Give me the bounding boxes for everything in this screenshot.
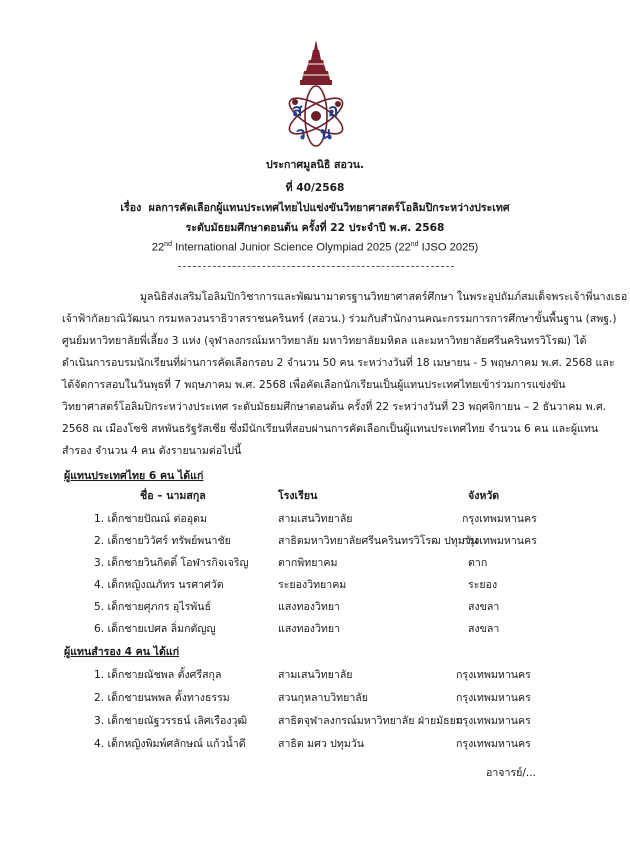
representative-school: แสงทองวิทยา bbox=[278, 601, 341, 613]
representative-name: 6. เด็กชายเปศล ลิ่มกตัญญู bbox=[94, 623, 216, 635]
column-header-province: จังหวัด bbox=[468, 490, 500, 502]
representative-province: ระยอง bbox=[468, 579, 498, 591]
representative-school: แสงทองวิทยา bbox=[278, 623, 341, 635]
column-header-name: ชื่อ – นามสกุล bbox=[140, 490, 206, 502]
alternate-name: 3. เด็กชายณัฐวรรธน์ เลิศเรืองวุฒิ bbox=[94, 715, 248, 727]
paragraph-line: สำรอง จำนวน 4 คน ดังรายนามต่อไปนี้ bbox=[62, 445, 242, 457]
logo-letter: น bbox=[320, 124, 332, 144]
announcement-number: ที่ 40/2568 bbox=[285, 182, 345, 194]
alternate-province: กรุงเทพมหานคร bbox=[456, 715, 531, 727]
representative-province: กรุงเทพมหานคร bbox=[462, 535, 537, 547]
representative-school: ตากพิทยาคม bbox=[278, 557, 338, 569]
alternate-school: สาธิต มศว ปทุมวัน bbox=[278, 738, 365, 750]
representatives-heading: ผู้แทนประเทศไทย 6 คน ได้แก่ bbox=[64, 470, 204, 482]
alternate-province: กรุงเทพมหานคร bbox=[456, 669, 531, 681]
alternate-name: 2. เด็กชายนพพล ตั้งทางธรรม bbox=[94, 692, 230, 704]
alternate-school: สามเสนวิทยาลัย bbox=[278, 669, 353, 681]
logo-letters bbox=[292, 101, 338, 144]
alternate-school: สาธิตจุฬาลงกรณ์มหาวิทยาลัย ฝ่ายมัธยม bbox=[278, 715, 463, 727]
representative-province: กรุงเทพมหานคร bbox=[462, 513, 537, 525]
representative-province: สงขลา bbox=[468, 623, 500, 635]
separator-line bbox=[178, 266, 454, 267]
alternate-province: กรุงเทพมหานคร bbox=[456, 738, 531, 750]
paragraph-line: มูลนิธิส่งเสริมโอลิมปิกวิชาการและพัฒนามาตรฐานวิทยาศาสตร์ศึกษา ในพระอุปถัมภ์สมเด็จพระเจ้าพี่นางเธอ bbox=[140, 291, 628, 303]
representative-province: ตาก bbox=[468, 557, 488, 569]
representative-school: ระยองวิทยาคม bbox=[278, 579, 347, 591]
representative-name: 2. เด็กชายวิวัศร์ ทรัพย์พนาชัย bbox=[94, 535, 231, 547]
alternate-name: 4. เด็กหญิงพิมพ์ศลักษณ์ แก้วน้ำดี bbox=[94, 738, 246, 750]
representative-school: สามเสนวิทยาลัย bbox=[278, 513, 353, 525]
representative-province: สงขลา bbox=[468, 601, 500, 613]
english-title: 22nd International Junior Science Olympiad 2025 (22nd IJSO 2025) bbox=[151, 241, 479, 254]
representative-name: 5. เด็กชายศุภกร อุไรพันธ์ bbox=[94, 601, 211, 613]
logo-letter: ส bbox=[292, 101, 303, 121]
paragraph-line: วิทยาศาสตร์โอลิมปิกระหว่างประเทศ ระดับมัธยมศึกษาตอนต้น ครั้งที่ 22 ระหว่างวันที่ 23 พฤศจิกายน – 2 ธันวาคม พ.ศ. bbox=[62, 401, 607, 413]
subject-label: เรื่อง bbox=[120, 202, 142, 214]
alternate-school: สวนกุหลาบวิทยาลัย bbox=[278, 692, 369, 704]
representative-name: 4. เด็กหญิงณภัทร นรศาศวัต bbox=[94, 579, 224, 591]
alternate-name: 1. เด็กชายณัชพล ตั้งศรีสกุล bbox=[94, 669, 222, 681]
paragraph-line: 2568 ณ เมืองโซชิ สหพันธรัฐรัสเซีย ซึ่งมีนักเรียนที่สอบผ่านการคัดเลือกเป็นผู้แทนประเทศไทย จำนวน 6 คน และผู้แทน bbox=[62, 423, 599, 435]
continuation-text: อาจารย์/... bbox=[486, 767, 537, 779]
subject-line-1 bbox=[0, 199, 630, 216]
representative-name: 3. เด็กชายวินกิตติ์ โอฬารกิจเจริญ bbox=[94, 557, 249, 569]
logo-letter: ว bbox=[296, 124, 306, 144]
posn-logo bbox=[280, 38, 352, 150]
crown-icon bbox=[300, 40, 332, 85]
subject-text: ผลการคัดเลือกผู้แทนประเทศไทยไปแข่งขันวิทยาศาสตร์โอลิมปิกระหว่างประเทศ bbox=[148, 202, 510, 214]
column-header-school: โรงเรียน bbox=[278, 490, 318, 502]
paragraph-line: เจ้าฟ้ากัลยาณิวัฒนา กรมหลวงนราธิวาสราชนครินทร์ (สอวน.) ร่วมกับสำนักงานคณะกรรมการการศึกษาขั้นพื้นฐาน (สพฐ.) bbox=[62, 313, 617, 325]
paragraph-line: ดำเนินการอบรมนักเรียนที่ผ่านการคัดเลือกรอบ 2 จำนวน 50 คน ระหว่างวันที่ 18 เมษายน - 5 พฤษภาคม พ.ศ. 2568 และ bbox=[62, 357, 615, 369]
representative-school: สาธิตมหาวิทยาลัยศรีนครินทรวิโรฒ ปทุมวัน bbox=[278, 535, 478, 547]
organization-title: ประกาศมูลนิธิ สอวน. bbox=[265, 159, 365, 171]
alternates-heading: ผู้แทนสำรอง 4 คน ได้แก่ bbox=[64, 646, 180, 658]
representative-name: 1. เด็กชายปัณณ์ ต่ออุดม bbox=[94, 513, 207, 525]
alternate-province: กรุงเทพมหานคร bbox=[456, 692, 531, 704]
subject-line-2: ระดับมัธยมศึกษาตอนต้น ครั้งที่ 22 ประจำปี พ.ศ. 2568 bbox=[185, 222, 445, 234]
paragraph-line: ได้จัดการสอบในวันพุธที่ 7 พฤษภาคม พ.ศ. 2568 เพื่อคัดเลือกนักเรียนเป็นผู้แทนประเทศไทยเข้าร่วมการแข่งขัน bbox=[62, 379, 566, 391]
logo-letter: อ bbox=[328, 101, 339, 121]
paragraph-line: ศูนย์มหาวิทยาลัยพี่เลี้ยง 3 แห่ง (จุฬาลงกรณ์มหาวิทยาลัย มหาวิทยาลัยมหิดล และมหาวิทยาลัยศรีนครินทรวิโรฒ) ได้ bbox=[62, 335, 587, 347]
